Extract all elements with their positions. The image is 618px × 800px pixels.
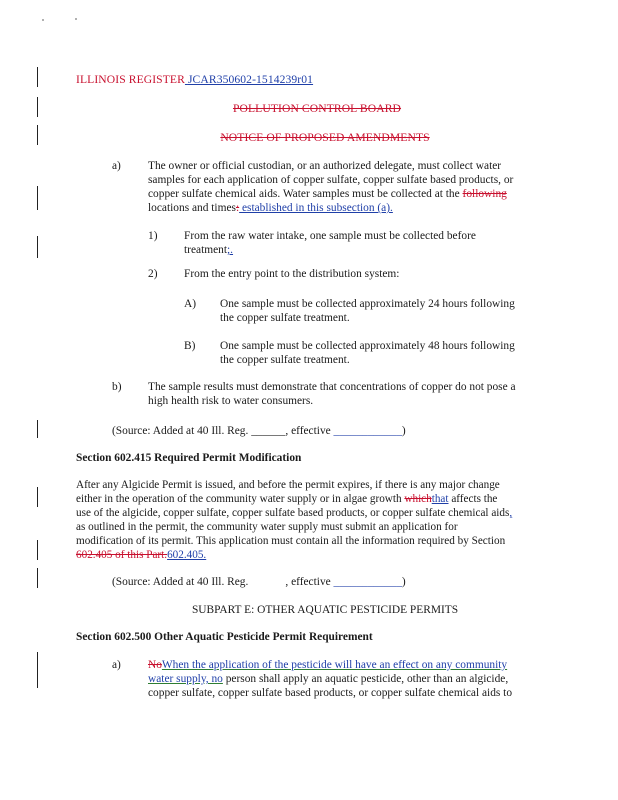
text-line: as outlined in the permit, the community water supply must submit an application for — [76, 521, 458, 533]
change-bar — [37, 652, 38, 688]
tracking-code: JCAR350602-1514239r01 — [187, 73, 314, 86]
text-line: One sample must be collected approximately 48 hours following — [220, 340, 515, 352]
text-line: high health risk to water consumers. — [148, 395, 314, 407]
text-line: the copper sulfate treatment. — [220, 312, 350, 324]
text-line: water supply, no person shall apply an aquatic pesticide, other than an algicide, — [148, 673, 509, 685]
change-bar — [37, 568, 38, 588]
text-line: After any Algicide Permit is issued, and before the permit expires, if there is any major change — [76, 479, 500, 491]
section-a-label: a) — [112, 160, 121, 172]
inserted-text: water supply, no — [148, 673, 223, 685]
date-blank: ____________ — [333, 576, 402, 588]
text-line: the copper sulfate treatment. — [220, 354, 350, 366]
text-line: use of the algicide, copper sulfate, copper sulfate based products, or copper sulfate chemical aids, — [76, 507, 513, 519]
deleted-text: which — [404, 493, 432, 505]
source-note: (Source: Added at 40 Ill. Reg. ______, effective ____________) — [112, 576, 406, 588]
inserted-text: that — [431, 493, 449, 505]
text-line: modification of its permit. This application must contain all the information required by Section — [76, 535, 506, 547]
text-line: either in the operation of the community water supply or in algae growth whichthat affects the — [76, 493, 498, 505]
text-line: The sample results must demonstrate that concentrations of copper do not pose a — [148, 381, 516, 393]
inserted-text: established in this subsection (a). — [239, 202, 393, 214]
text-line: copper sulfate, copper sulfate based products, or copper sulfate chemical aids to — [148, 687, 513, 699]
text-line: From the raw water intake, one sample must be collected before — [184, 230, 476, 242]
item-B-text — [220, 339, 550, 367]
change-bar — [37, 420, 38, 438]
change-bar — [37, 540, 38, 560]
item-1-label: 1) — [148, 230, 158, 242]
section-415-text — [76, 478, 606, 562]
text-line: locations and times: established in this subsection (a). — [148, 202, 393, 214]
text-line: The owner or official custodian, or an authorized delegate, must collect water — [148, 160, 502, 172]
text-line: samples for each application of copper sulfate, copper sulfate based products, or — [148, 174, 514, 186]
deleted-text: following — [462, 188, 507, 200]
change-bar — [37, 67, 38, 87]
item-2-label: 2) — [148, 268, 158, 280]
item-A-label: A) — [184, 298, 197, 310]
section-415-heading: Section 602.415 Required Permit Modification — [76, 452, 302, 464]
inserted-text: 602.405. — [167, 549, 207, 561]
section-a-text — [148, 159, 548, 215]
inserted-text: ;. — [227, 244, 234, 256]
section-500-text — [148, 658, 558, 700]
text-line: treatment;. — [184, 244, 234, 256]
text-line — [148, 658, 558, 672]
change-bar — [37, 186, 38, 210]
source-note: (Source: Added at 40 Ill. Reg. ______, effective ____________) — [112, 425, 406, 437]
section-b-label: b) — [112, 381, 122, 393]
item-1-text — [184, 229, 544, 257]
change-bar — [37, 487, 38, 507]
scan-speck — [42, 19, 44, 21]
reg-blank: ______ — [251, 425, 286, 437]
date-blank: ____________ — [333, 425, 402, 437]
text-line: copper sulfate chemical aids. Water samples must be collected at the following — [148, 188, 507, 200]
inserted-text: , — [509, 507, 513, 519]
item-A-text — [220, 297, 550, 325]
deleted-text: No — [148, 659, 162, 671]
text-line — [76, 548, 606, 562]
subpart-title: SUBPART E: OTHER AQUATIC PESTICIDE PERMITS — [191, 604, 459, 616]
text-line: One sample must be collected approximately 24 hours following — [220, 298, 515, 310]
item-B-label: B) — [184, 340, 196, 352]
inserted-text: When the application of the pesticide will have an effect on any community — [161, 659, 508, 671]
change-bar — [37, 236, 38, 258]
item-2-text: From the entry point to the distribution system: — [184, 268, 400, 280]
deleted-text: : — [235, 202, 240, 214]
section-500-heading: Section 602.500 Other Aquatic Pesticide Permit Requirement — [76, 631, 373, 643]
section-b-text — [148, 380, 548, 408]
register-label: ILLINOIS REGISTER — [76, 73, 185, 86]
board-title: POLLUTION CONTROL BOARD — [232, 102, 402, 115]
scan-speck — [75, 18, 77, 20]
section-500-a-label: a) — [112, 659, 121, 671]
register-header — [76, 73, 313, 87]
notice-title: NOTICE OF PROPOSED AMENDMENTS — [220, 131, 430, 144]
reg-blank: ______ — [251, 576, 286, 588]
deleted-text: 602.405 of this Part. — [76, 549, 168, 561]
